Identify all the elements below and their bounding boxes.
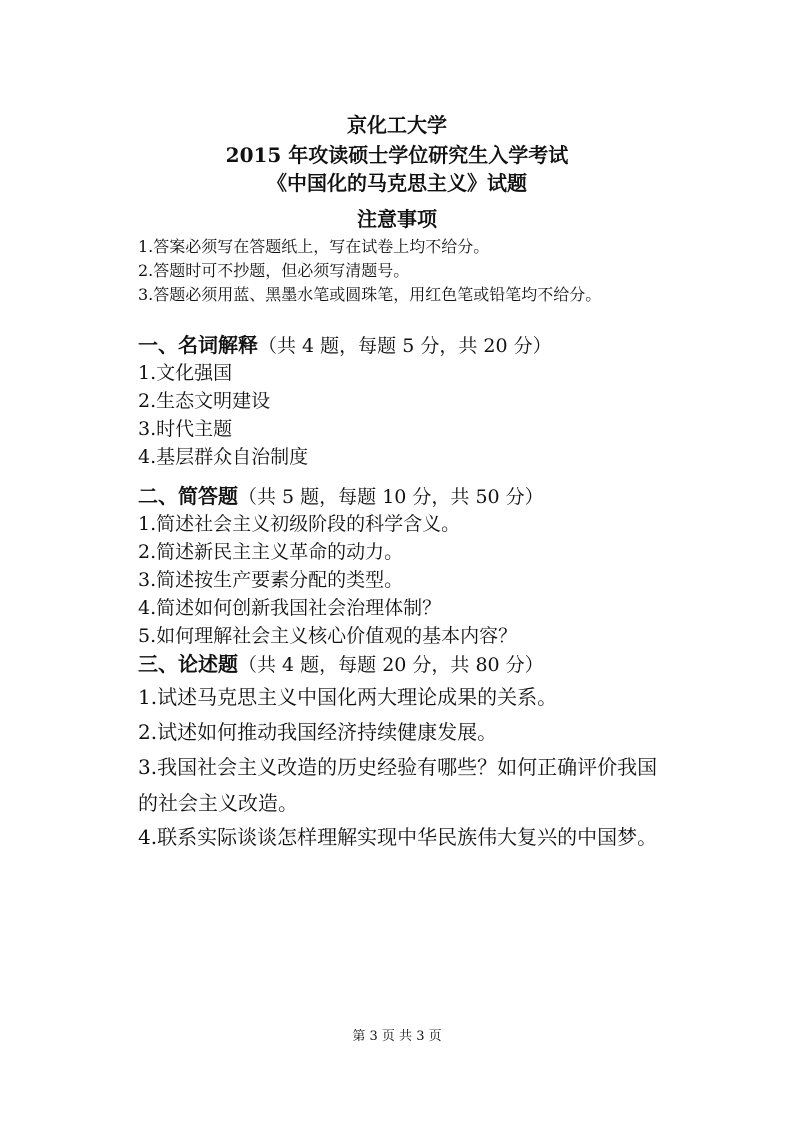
notice-item: 2.答题时可不抄题，但必须写清题号。 xyxy=(138,261,410,280)
section-title: 二、简答题 xyxy=(138,484,238,508)
question: 4.简述如何创新我国社会治理体制？ xyxy=(138,597,442,619)
page-number: 第 3 页 共 3 页 xyxy=(352,1029,442,1044)
question: 1.文化强国 xyxy=(138,362,233,384)
notice-title: 注意事项 xyxy=(357,207,437,231)
question: 2.试述如何推动我国经济持续健康发展。 xyxy=(138,720,498,744)
subject-title: 《中国化的马克思主义》试题 xyxy=(267,171,527,195)
section-title: 一、名词解释 xyxy=(138,333,258,357)
question: 2.生态文明建设 xyxy=(138,390,271,412)
question: 4.基层群众自治制度 xyxy=(138,446,309,468)
section-heading xyxy=(138,331,552,360)
section-description: （共 4 题，每题 5 分，共 20 分） xyxy=(258,335,552,357)
question: 2.简述新民主主义革命的动力。 xyxy=(138,541,404,563)
question: 3.我国社会主义改造的历史经验有哪些？如何正确评价我国的社会主义改造。 xyxy=(138,755,658,815)
section-description: （共 5 题，每题 10 分，共 50 分） xyxy=(238,486,544,508)
notice-item: 1.答案必须写在答题纸上，写在试卷上均不给分。 xyxy=(138,237,490,256)
section-title: 三、论述题 xyxy=(138,652,238,676)
notice-item: 3.答题必须用蓝、黑墨水笔或圆珠笔，用红色笔或铅笔均不给分。 xyxy=(138,285,602,304)
section-description: （共 4 题，每题 20 分，共 80 分） xyxy=(238,654,544,676)
question: 4.联系实际谈谈怎样理解实现中华民族伟大复兴的中国梦。 xyxy=(138,825,658,849)
section-heading xyxy=(138,650,544,679)
question: 5.如何理解社会主义核心价值观的基本内容？ xyxy=(138,625,518,647)
exam-title: 2015 年攻读硕士学位研究生入学考试 xyxy=(225,143,569,167)
school-name: 京化工大学 xyxy=(347,113,447,137)
question: 3.时代主题 xyxy=(138,418,233,440)
question: 1.简述社会主义初级阶段的科学含义。 xyxy=(138,513,461,535)
section-heading xyxy=(138,482,544,511)
question: 1.试述马克思主义中国化两大理论成果的关系。 xyxy=(138,685,558,709)
question: 3.简述按生产要素分配的类型。 xyxy=(138,569,404,591)
